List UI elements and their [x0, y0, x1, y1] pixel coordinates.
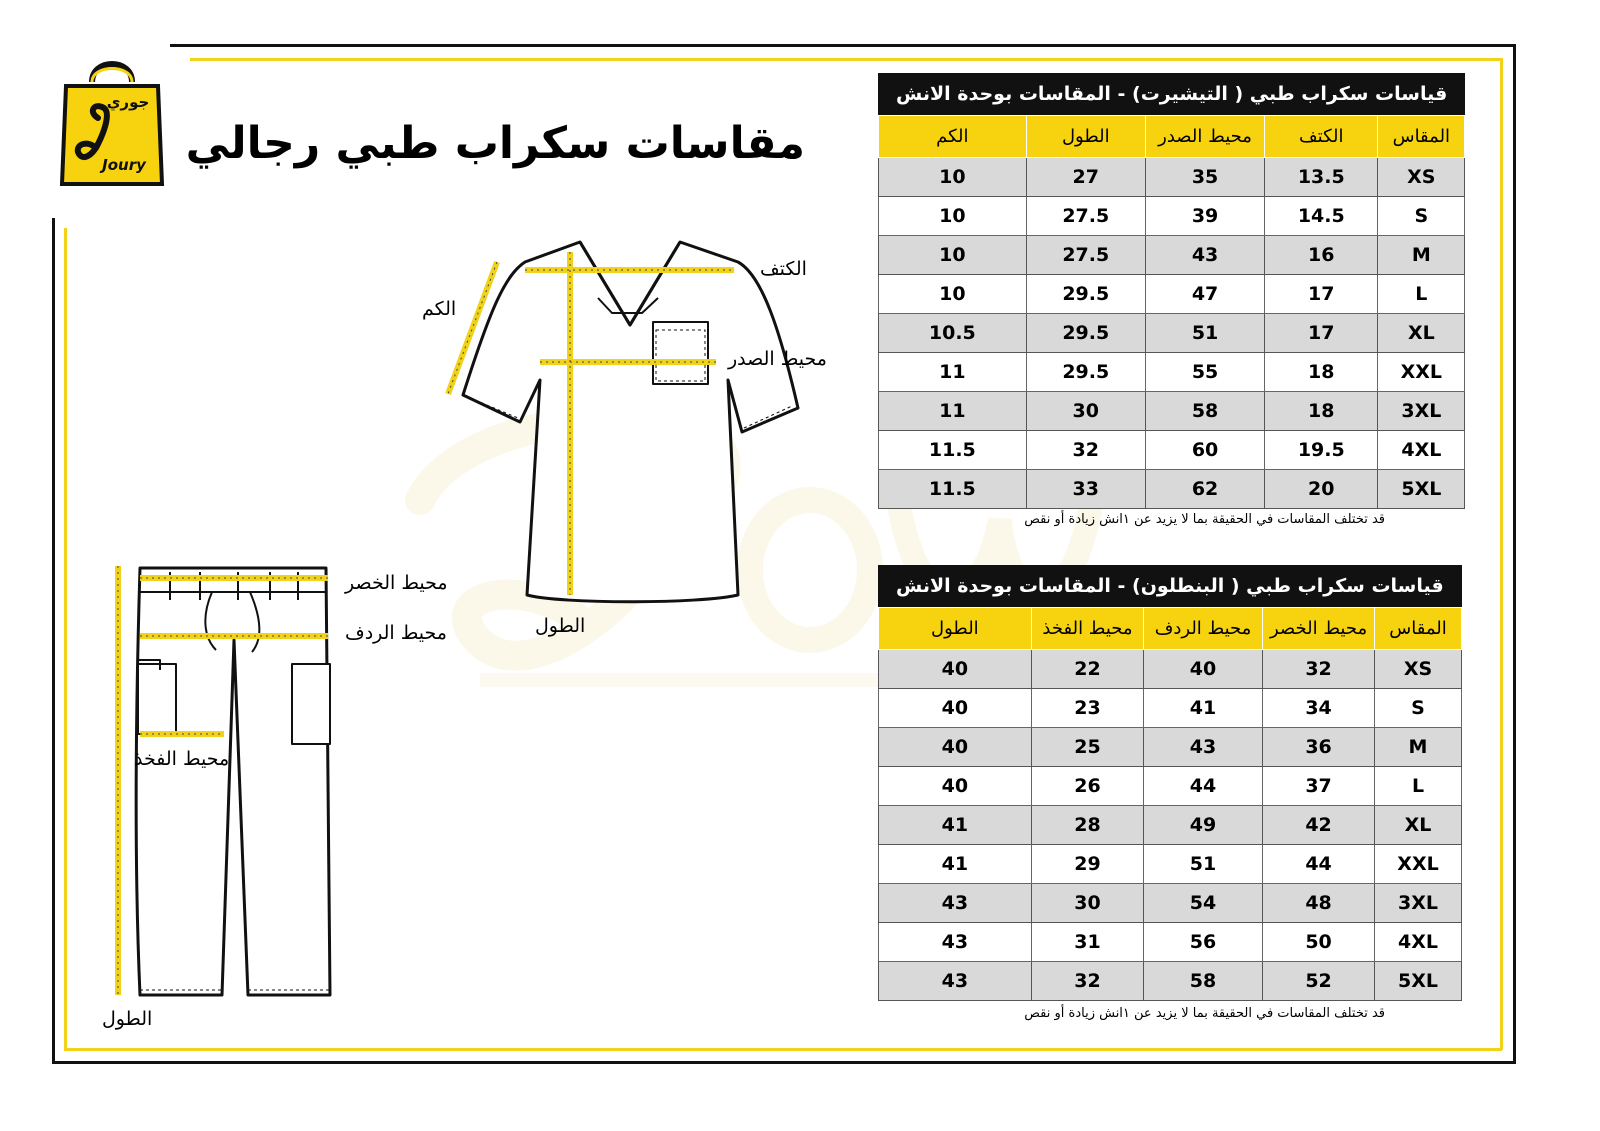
table-cell: 29.5: [1026, 353, 1145, 392]
table-cell: 26: [1031, 767, 1144, 806]
table-row: [879, 650, 1462, 689]
table-cell: 17: [1265, 314, 1378, 353]
shirt-sketch: [463, 242, 798, 602]
table-cell: 50: [1262, 923, 1375, 962]
table-cell: 51: [1145, 314, 1264, 353]
table-cell: 18: [1265, 392, 1378, 431]
table-cell: 10: [879, 197, 1027, 236]
table-row: [879, 689, 1462, 728]
table-cell: 27: [1026, 158, 1145, 197]
table-cell: 40: [879, 767, 1032, 806]
table-cell: 58: [1145, 392, 1264, 431]
table-row: [879, 275, 1465, 314]
pants-sketch: [136, 568, 330, 995]
header-length: الطول: [879, 608, 1032, 650]
table-cell: 30: [1031, 884, 1144, 923]
pants-table-header: [879, 608, 1462, 650]
table-cell: 60: [1145, 431, 1264, 470]
pants-table-note: قد تختلف المقاسات في الحقيقة بما لا يزيد عن ١انش زيادة أو نقص: [1024, 1006, 1385, 1021]
table-row: [879, 431, 1465, 470]
table-cell: 10: [879, 275, 1027, 314]
table-cell: 29.5: [1026, 275, 1145, 314]
table-cell: 29.5: [1026, 314, 1145, 353]
table-cell: 40: [879, 728, 1032, 767]
table-cell: 58: [1144, 962, 1263, 1001]
header-size: المقاس: [1378, 116, 1465, 158]
table-row: [879, 314, 1465, 353]
table-cell: 32: [1031, 962, 1144, 1001]
size-cell: M: [1375, 728, 1461, 767]
table-row: [879, 197, 1465, 236]
table-cell: 13.5: [1265, 158, 1378, 197]
table-cell: 16: [1265, 236, 1378, 275]
table-cell: 43: [1144, 728, 1263, 767]
table-cell: 20: [1265, 470, 1378, 509]
table-row: [879, 353, 1465, 392]
table-cell: 52: [1262, 962, 1375, 1001]
size-cell: 4XL: [1378, 431, 1465, 470]
table-row: [879, 470, 1465, 509]
size-cell: M: [1378, 236, 1465, 275]
table-row: [879, 806, 1462, 845]
table-cell: 40: [1144, 650, 1263, 689]
logo-latin-text: Joury: [102, 156, 146, 174]
table-cell: 44: [1262, 845, 1375, 884]
pants-table-caption: قياسات سكراب طبي ( البنطلون) - المقاسات بوحدة الانش: [878, 565, 1462, 607]
size-cell: 3XL: [1378, 392, 1465, 431]
table-cell: 48: [1262, 884, 1375, 923]
table-cell: 30: [1026, 392, 1145, 431]
table-cell: 29: [1031, 845, 1144, 884]
header-waist: محيط الخصر: [1262, 608, 1375, 650]
shirt-label-sleeve: الكم: [422, 298, 457, 320]
table-cell: 22: [1031, 650, 1144, 689]
size-cell: XS: [1375, 650, 1461, 689]
table-cell: 42: [1262, 806, 1375, 845]
table-cell: 40: [879, 650, 1032, 689]
table-cell: 17: [1265, 275, 1378, 314]
size-cell: L: [1378, 275, 1465, 314]
table-cell: 23: [1031, 689, 1144, 728]
table-cell: 18: [1265, 353, 1378, 392]
table-cell: 10: [879, 158, 1027, 197]
table-row: [879, 962, 1462, 1001]
pants-label-hip: محيط الردف: [345, 622, 447, 644]
table-cell: 34: [1262, 689, 1375, 728]
table-cell: 11.5: [879, 431, 1027, 470]
table-row: [879, 158, 1465, 197]
table-cell: 11: [879, 392, 1027, 431]
size-cell: 3XL: [1375, 884, 1461, 923]
shirt-table-header: [879, 116, 1465, 158]
header-size: المقاس: [1375, 608, 1461, 650]
table-cell: 41: [879, 806, 1032, 845]
table-cell: 32: [1262, 650, 1375, 689]
table-cell: 49: [1144, 806, 1263, 845]
table-cell: 31: [1031, 923, 1144, 962]
table-cell: 33: [1026, 470, 1145, 509]
table-cell: 36: [1262, 728, 1375, 767]
table-cell: 19.5: [1265, 431, 1378, 470]
table-cell: 40: [879, 689, 1032, 728]
table-cell: 41: [879, 845, 1032, 884]
table-cell: 43: [879, 923, 1032, 962]
table-cell: 35: [1145, 158, 1264, 197]
table-row: [879, 884, 1462, 923]
size-cell: 5XL: [1375, 962, 1461, 1001]
shirt-label-chest: محيط الصدر: [728, 348, 827, 370]
table-cell: 47: [1145, 275, 1264, 314]
table-cell: 43: [879, 962, 1032, 1001]
table-cell: 28: [1031, 806, 1144, 845]
table-cell: 27.5: [1026, 236, 1145, 275]
logo-arabic-text: جوري: [106, 93, 150, 111]
size-cell: S: [1375, 689, 1461, 728]
table-row: [879, 392, 1465, 431]
table-cell: 55: [1145, 353, 1264, 392]
table-cell: 37: [1262, 767, 1375, 806]
size-cell: XXL: [1375, 845, 1461, 884]
table-cell: 62: [1145, 470, 1264, 509]
table-cell: 54: [1144, 884, 1263, 923]
table-row: [879, 236, 1465, 275]
size-cell: XXL: [1378, 353, 1465, 392]
table-row: [879, 845, 1462, 884]
pants-label-waist: محيط الخصر: [345, 572, 448, 594]
table-cell: 11: [879, 353, 1027, 392]
size-cell: L: [1375, 767, 1461, 806]
table-cell: 25: [1031, 728, 1144, 767]
table-row: [879, 767, 1462, 806]
table-cell: 56: [1144, 923, 1263, 962]
pants-label-thigh: محيط الفخذ: [134, 748, 230, 770]
table-cell: 44: [1144, 767, 1263, 806]
header-sleeve: الكم: [879, 116, 1027, 158]
table-cell: 43: [1145, 236, 1264, 275]
shirt-label-length: الطول: [535, 615, 586, 637]
table-cell: 14.5: [1265, 197, 1378, 236]
size-cell: XL: [1378, 314, 1465, 353]
header-chest: محيط الصدر: [1145, 116, 1264, 158]
page-title: مقاسات سكراب طبي رجالي: [185, 118, 805, 169]
pants-size-table: [878, 565, 1462, 1001]
header-length: الطول: [1026, 116, 1145, 158]
table-cell: 11.5: [879, 470, 1027, 509]
table-cell: 41: [1144, 689, 1263, 728]
table-cell: 10.5: [879, 314, 1027, 353]
shirt-table-note: قد تختلف المقاسات في الحقيقة بما لا يزيد عن ١انش زيادة أو نقص: [1024, 512, 1385, 527]
size-cell: S: [1378, 197, 1465, 236]
table-row: [879, 923, 1462, 962]
pants-label-length: الطول: [102, 1008, 153, 1030]
table-cell: 32: [1026, 431, 1145, 470]
table-cell: 27.5: [1026, 197, 1145, 236]
table-cell: 43: [879, 884, 1032, 923]
table-cell: 39: [1145, 197, 1264, 236]
shirt-label-shoulder: الكتف: [760, 258, 807, 280]
table-cell: 10: [879, 236, 1027, 275]
size-cell: XS: [1378, 158, 1465, 197]
size-cell: 4XL: [1375, 923, 1461, 962]
header-shoulder: الكتف: [1265, 116, 1378, 158]
table-row: [879, 728, 1462, 767]
shirt-table-caption: قياسات سكراب طبي ( التيشيرت) - المقاسات بوحدة الانش: [878, 73, 1465, 115]
header-hip: محيط الردف: [1144, 608, 1263, 650]
header-thigh: محيط الفخذ: [1031, 608, 1144, 650]
size-cell: 5XL: [1378, 470, 1465, 509]
size-cell: XL: [1375, 806, 1461, 845]
table-cell: 51: [1144, 845, 1263, 884]
shirt-size-table: [878, 73, 1465, 509]
